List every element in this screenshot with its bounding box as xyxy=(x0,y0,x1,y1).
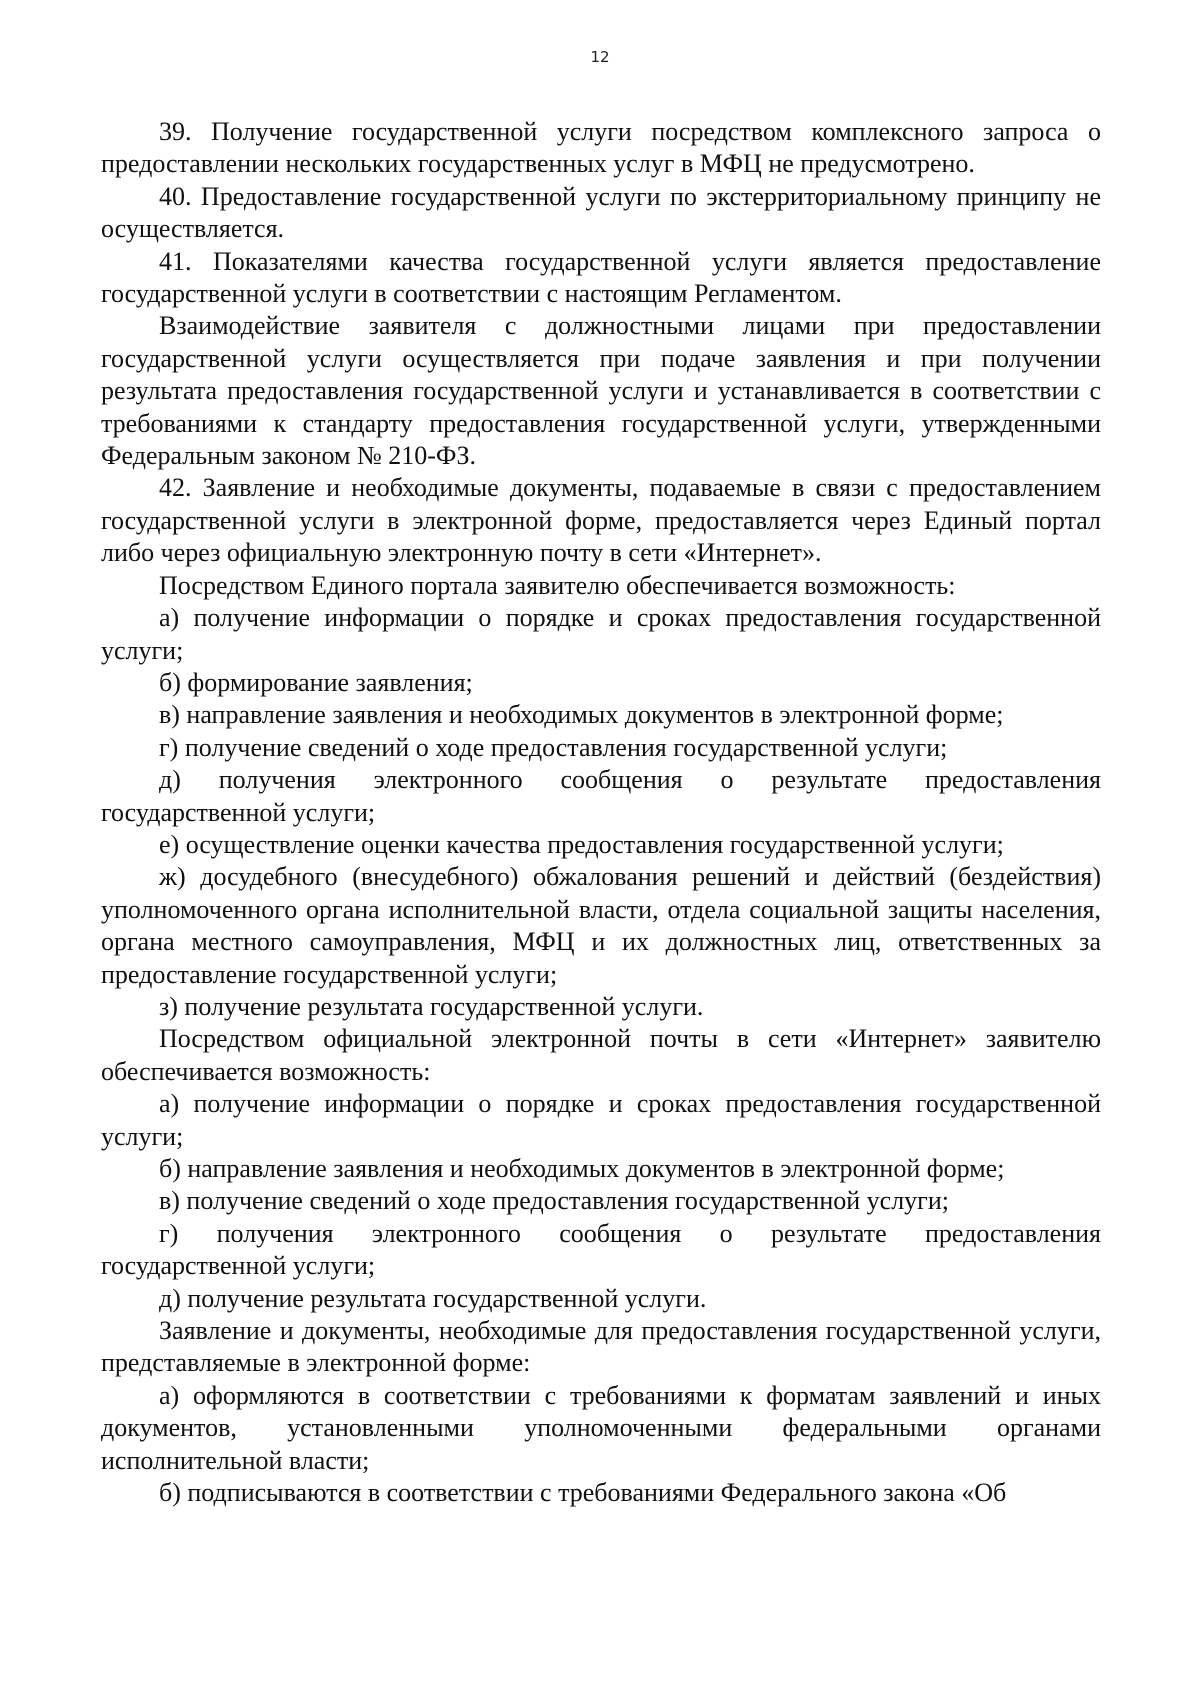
list-item-portal-g: г) получение сведений о ходе предоставления государственной услуги; xyxy=(159,732,948,762)
list-item-portal-e: е) осуществление оценки качества предоставления государственной услуги; xyxy=(159,829,1004,859)
paragraph-40: 40. Предоставление государственной услуги по экстерриториальному принципу не осуществляется. xyxy=(101,181,1101,244)
list-item-portal-zh: ж) досудебного (внесудебного) обжалования решений и действий (бездействия) уполномоченного органа исполнительной власти, отдела социальной защиты населения, органа местного самоуправления, МФЦ и их должностных лиц, ответственных за предоставление государственной услуги; xyxy=(101,862,1101,989)
list-item-email-g: г) получения электронного сообщения о результате предоставления государственной услуги; xyxy=(101,1218,1101,1281)
list-item-email-v: в) получение сведений о ходе предоставления государственной услуги; xyxy=(159,1186,949,1216)
list-item-email-d: д) получение результата государственной услуги. xyxy=(159,1283,707,1313)
paragraph-41: 41. Показателями качества государственной услуги является предоставление государственной услуги в соответствии с настоящим Регламентом. xyxy=(101,246,1101,309)
list-item-email-a: а) получение информации о порядке и сроках предоставления государственной услуги; xyxy=(101,1089,1101,1151)
paragraph-email-intro: Посредством официальной электронной почты в сети «Интернет» заявителю обеспечивается возможность: xyxy=(101,1024,1101,1086)
paragraph-interaction: Взаимодействие заявителя с должностными лицами при предоставлении государственной услуги осуществляется при подаче заявления и при получении результата предоставления государственной услуги и устанавливается в соответствии с требованиями к стандарту предоставления государственной услуги, утвержденными Федеральным законом № 210-ФЗ. xyxy=(101,311,1101,471)
document-body xyxy=(101,116,1101,1509)
list-item-portal-b: б) формирование заявления; xyxy=(159,667,473,697)
list-item-documents-b: б) подписываются в соответствии с требованиями Федерального закона «Об xyxy=(159,1478,1007,1508)
list-item-portal-z: з) получение результата государственной услуги. xyxy=(159,991,704,1021)
list-item-portal-d: д) получения электронного сообщения о результате предоставления государственной услуги; xyxy=(101,765,1101,827)
page-number: 12 xyxy=(590,48,610,66)
list-item-portal-a: а) получение информации о порядке и сроках предоставления государственной услуги; xyxy=(101,603,1101,665)
paragraph-documents-intro: Заявление и документы, необходимые для предоставления государственной услуги, представляемые в электронной форме: xyxy=(101,1316,1101,1378)
list-item-email-b: б) направление заявления и необходимых документов в электронной форме; xyxy=(159,1154,1005,1183)
list-item-documents-a: а) оформляются в соответствии с требованиями к форматам заявлений и иных документов, установленными уполномоченными федеральными органами исполнительной власти; xyxy=(101,1380,1101,1475)
paragraph-39: 39. Получение государственной услуги посредством комплексного запроса о предоставлении нескольких государственных услуг в МФЦ не предусмотрено. xyxy=(101,117,1101,179)
paragraph-portal-intro: Посредством Единого портала заявителю обеспечивается возможность: xyxy=(159,570,956,600)
list-item-portal-v: в) направление заявления и необходимых документов в электронной форме; xyxy=(159,700,1004,730)
paragraph-42: 42. Заявление и необходимые документы, подаваемые в связи с предоставлением государственной услуги в электронной форме, предоставляется через Единый портал либо через официальную электронную почту в сети «Интернет». xyxy=(101,473,1101,568)
